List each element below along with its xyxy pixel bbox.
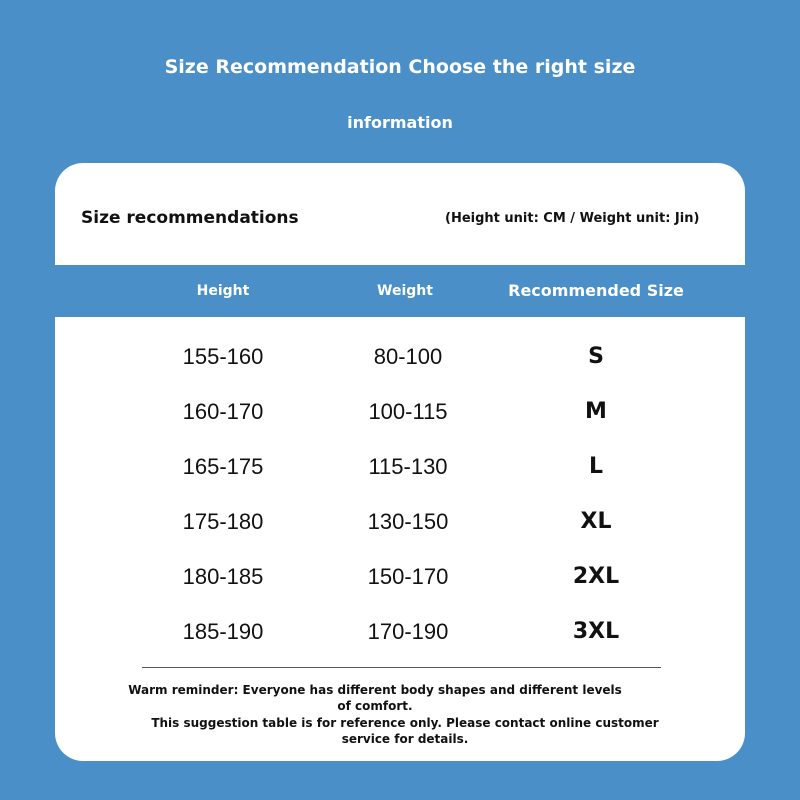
height-cell: 185-190: [182, 619, 264, 644]
table-row: [55, 392, 745, 432]
warm-reminder-note: Warm reminder: Everyone has different body shapes and different levels of comfort.: [128, 683, 622, 713]
weight-cell: 100-115: [368, 399, 448, 424]
size-cell: 3XL: [572, 619, 620, 644]
column-header-height: Height: [196, 283, 250, 299]
table-row: [55, 502, 745, 542]
weight-cell: 80-100: [373, 344, 443, 369]
reference-note: This suggestion table is for reference only. Please contact online customer service for details.: [151, 716, 659, 746]
card-title: Size recommendations: [81, 208, 299, 228]
weight-cell: 150-170: [367, 564, 449, 589]
height-cell: 175-180: [182, 509, 264, 534]
table-header: [55, 265, 745, 317]
weight-cell: 130-150: [367, 509, 449, 534]
column-header-size: Recommended Size: [508, 281, 684, 300]
divider: [142, 667, 661, 668]
table-row: [55, 447, 745, 487]
size-cell: XL: [580, 509, 612, 534]
column-header-weight: Weight: [377, 283, 433, 299]
size-cell: M: [585, 399, 607, 424]
size-cell: 2XL: [572, 564, 620, 589]
page-subtitle: information: [347, 113, 453, 132]
table-row: [55, 612, 745, 652]
weight-cell: 115-130: [368, 454, 448, 479]
size-card: [55, 163, 745, 761]
table-row: [55, 337, 745, 377]
page-title: Size Recommendation Choose the right size: [164, 56, 636, 78]
height-cell: 180-185: [182, 564, 264, 589]
height-cell: 165-175: [182, 454, 264, 479]
size-cell: L: [588, 454, 604, 479]
height-cell: 155-160: [182, 344, 264, 369]
unit-note: (Height unit: CM / Weight unit: Jin): [445, 211, 700, 226]
table-row: [55, 557, 745, 597]
size-cell: S: [588, 344, 604, 369]
weight-cell: 170-190: [367, 619, 449, 644]
height-cell: 160-170: [182, 399, 264, 424]
